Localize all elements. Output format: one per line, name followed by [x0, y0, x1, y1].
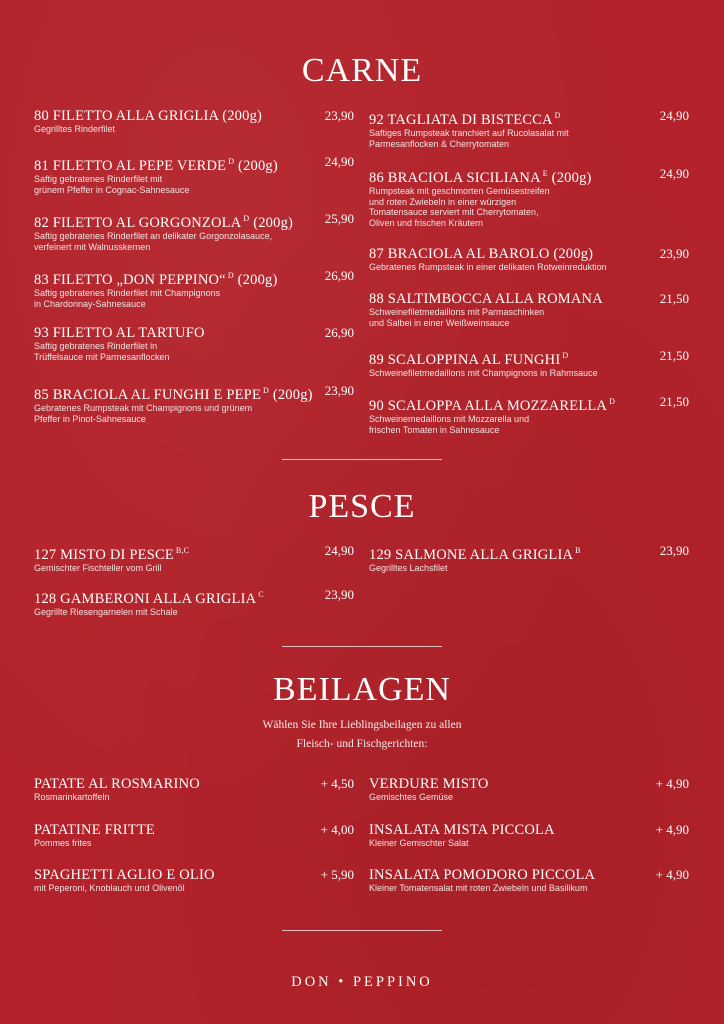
menu-item-price: 24,90 [659, 108, 689, 123]
menu-item-price: 23,90 [659, 246, 689, 261]
menu-item-description [369, 792, 624, 803]
menu-item-price: + 4,50 [320, 776, 354, 791]
dish-name: 129 SALMONE ALLA GRIGLIA [369, 547, 574, 563]
allergen-code: D [562, 351, 569, 360]
menu-item [369, 822, 689, 849]
dish-name: 88 SALTIMBOCCA ALLA ROMANA [369, 291, 603, 307]
menu-item-price: 24,90 [324, 154, 354, 169]
dish-name: PATATINE FRITTE [34, 822, 155, 838]
menu-item-name [369, 348, 689, 368]
menu-item [369, 867, 689, 894]
menu-item-name [369, 246, 689, 262]
menu-item-name [369, 867, 689, 883]
portion-size: (200g) [547, 170, 592, 186]
description-line: Gegrillte Riesengarnelen mit Schale [34, 607, 178, 617]
menu-item-description [34, 341, 289, 362]
description-line: Parmesanflocken & Cherrytomaten [369, 138, 510, 149]
description-line: Pommes frites [34, 838, 92, 848]
menu-item [369, 348, 689, 379]
menu-item [34, 867, 354, 894]
description-line: Pfeffer in Pinot-Sahnesauce [34, 413, 146, 424]
description-line: Schweinefiletmedaillons mit Champignons in Rahmsauce [369, 368, 598, 378]
allergen-code: D [554, 111, 561, 120]
menu-item-price: + 4,00 [320, 822, 354, 837]
description-line: Rosmarinkartoffeln [34, 792, 110, 802]
menu-item-description [34, 403, 289, 424]
allergen-code: D [227, 271, 234, 280]
brand-logo: DON • PEPPINO [291, 974, 433, 990]
allergen-code: B [575, 546, 581, 555]
menu-item [34, 383, 354, 424]
dish-name: 86 BRACIOLA SICILIANA [369, 170, 541, 186]
menu-item-description [34, 124, 289, 135]
dish-name: PATATE AL ROSMARINO [34, 776, 200, 792]
description-line: Gegrilltes Rinderfilet [34, 124, 116, 134]
dish-name: INSALATA POMODORO PICCOLA [369, 867, 596, 883]
beilagen-intro-line-2: Fleisch- und Fischgerichten: [296, 738, 428, 750]
menu-item-description [34, 607, 289, 618]
description-line: frischen Tomaten in Sahnesauce [369, 424, 500, 435]
dish-name: 87 BRACIOLA AL BAROLO (200g) [369, 246, 594, 262]
allergen-code: D [243, 214, 250, 223]
menu-item-name [369, 291, 689, 307]
section-title-carne: CARNE [301, 52, 423, 89]
menu-item-description [34, 174, 289, 195]
menu-item-description [369, 186, 624, 228]
dish-name: 128 GAMBERONI ALLA GRIGLIA [34, 591, 257, 607]
menu-item-price: + 4,90 [655, 822, 689, 837]
description-line: Saftig gebratenes Rinderfilet mit [34, 174, 163, 184]
description-line: Gebratenes Rumpsteak mit Champignons und grünem [34, 403, 253, 413]
menu-item [34, 543, 354, 574]
dish-name: SPAGHETTI AGLIO E OLIO [34, 867, 215, 883]
menu-item-price: 26,90 [324, 325, 354, 340]
dish-name: 92 TAGLIATA DI BISTECCA [369, 112, 553, 128]
menu-item-name [34, 268, 354, 288]
divider [282, 930, 442, 931]
description-line: mit Peperoni, Knoblauch und Olivenöl [34, 883, 185, 893]
menu-item-price: 23,90 [659, 543, 689, 558]
menu-item-description [369, 414, 624, 435]
menu-item-name [34, 383, 354, 403]
menu-item [34, 587, 354, 618]
description-line: in Chardonnay-Sahnesauce [34, 298, 146, 309]
menu-item-name [369, 394, 689, 414]
description-line: Gemischtes Gemüse [369, 792, 454, 802]
dish-name: 83 FILETTO „DON PEPPINO“ [34, 272, 226, 288]
menu-item-description [34, 231, 289, 252]
dish-name: 127 MISTO DI PESCE [34, 547, 174, 563]
menu-item-price: 24,90 [324, 543, 354, 558]
allergen-code: D [228, 157, 235, 166]
description-line: Saftig gebratenes Rinderfilet in [34, 341, 158, 351]
menu-item-description [369, 307, 624, 328]
menu-item-price: 21,50 [659, 394, 689, 409]
menu-item-name [369, 822, 689, 838]
allergen-code: D [263, 386, 269, 395]
description-line: Oliven und frischen Kräutern [369, 217, 484, 228]
portion-size: (200g) [233, 272, 278, 288]
menu-item-name [369, 166, 689, 186]
menu-item-name [34, 776, 354, 792]
menu-item-name [34, 587, 354, 607]
description-line: Schweinefiletmedaillons mit Parmaschinken [369, 307, 545, 317]
dish-name: 93 FILETTO AL TARTUFO [34, 325, 205, 341]
menu-item-price: + 4,90 [655, 776, 689, 791]
section-title-beilagen: BEILAGEN [273, 671, 451, 708]
dish-name: INSALATA MISTA PICCOLA [369, 822, 555, 838]
menu-item [34, 268, 354, 309]
dish-name: 81 FILETTO AL PEPE VERDE [34, 158, 227, 174]
dish-name: VERDURE MISTO [369, 776, 489, 792]
dish-name: 85 BRACIOLA AL FUNGHI E PEPE [34, 387, 262, 403]
menu-item [34, 822, 354, 849]
description-line: Kleiner Gemischter Salat [369, 838, 469, 848]
menu-item-description [369, 262, 624, 273]
description-line: Schweinemedaillons mit Mozzarella und [369, 414, 530, 424]
menu-item [34, 154, 354, 195]
menu-item-name [34, 108, 354, 124]
menu-item [34, 325, 354, 362]
menu-item-price: 26,90 [324, 268, 354, 283]
allergen-code: E [542, 169, 548, 178]
menu-item-price: 21,50 [659, 348, 689, 363]
menu-item-price: 23,90 [324, 587, 354, 602]
menu-item-description [34, 792, 289, 803]
description-line: Tomatensauce serviert mit Cherrytomaten, [369, 207, 539, 217]
menu-item-price: 24,90 [659, 166, 689, 181]
dish-name: 82 FILETTO AL GORGONZOLA [34, 215, 242, 231]
menu-item-name [34, 543, 354, 563]
description-line: und roten Zwiebeln in einer würzigen [369, 196, 517, 207]
description-line: grünem Pfeffer in Cognac-Sahnesauce [34, 184, 190, 195]
menu-item-description [34, 563, 289, 574]
menu-item-price: + 5,90 [320, 867, 354, 882]
description-line: Gemischter Fischteller vom Grill [34, 563, 162, 573]
menu-item-name [369, 776, 689, 792]
menu-item-price: 23,90 [324, 383, 354, 398]
description-line: Gegrilltes Lachsfilet [369, 563, 448, 573]
menu-item-description [34, 883, 289, 894]
menu-item [369, 246, 689, 273]
menu-item-description [369, 368, 624, 379]
section-title-pesce: PESCE [308, 488, 416, 525]
menu-item [369, 394, 689, 435]
menu-item-description [34, 288, 289, 309]
menu-item [369, 166, 689, 228]
description-line: Saftig gebratenes Rinderfilet an delikater Gorgonzolasauce, [34, 231, 273, 241]
menu-item-name [369, 543, 689, 563]
menu-item-price: 23,90 [324, 108, 354, 123]
description-line: Saftig gebratenes Rinderfilet mit Champignons [34, 288, 221, 298]
menu-item-name [34, 211, 354, 231]
dish-name: 90 SCALOPPA ALLA MOZZARELLA [369, 398, 608, 414]
menu-item-description [369, 838, 624, 849]
menu-item-description [369, 128, 624, 149]
beilagen-intro-line-1: Wählen Sie Ihre Lieblingsbeilagen zu allen [262, 719, 462, 731]
allergen-code: C [258, 590, 264, 599]
menu-item-price: + 4,90 [655, 867, 689, 882]
menu-item [369, 291, 689, 328]
allergen-code: D [609, 397, 616, 406]
description-line: verfeinert mit Walnusskernen [34, 241, 151, 252]
menu-item [369, 776, 689, 803]
menu-item-name [34, 154, 354, 174]
portion-size: (200g) [249, 215, 294, 231]
description-line: Saftiges Rumpsteak tranchiert auf Rucolasalat mit [369, 128, 569, 138]
description-line: Kleiner Tomatensalat mit roten Zwiebeln und Basilikum [369, 883, 588, 893]
description-line: Rumpsteak mit geschmorten Gemüsestreifen [369, 186, 550, 196]
menu-item-description [369, 883, 624, 894]
menu-item [34, 776, 354, 803]
menu-item-name [34, 867, 354, 883]
menu-item-price: 25,90 [324, 211, 354, 226]
menu-item [369, 543, 689, 574]
menu-item-name [34, 822, 354, 838]
dish-name: 80 FILETTO ALLA GRIGLIA (200g) [34, 108, 263, 124]
description-line: Trüffelsauce mit Parmesanflocken [34, 351, 170, 362]
menu-item [369, 108, 689, 149]
divider [282, 646, 442, 647]
menu-item [34, 108, 354, 135]
menu-item-price: 21,50 [659, 291, 689, 306]
allergen-code: B,C [175, 546, 190, 555]
portion-size: (200g) [234, 158, 278, 174]
menu-item-name [369, 108, 689, 128]
menu-item-description [369, 563, 624, 574]
portion-size: (200g) [269, 387, 313, 403]
description-line: Gebratenes Rumpsteak in einer delikaten Rotweinreduktion [369, 262, 607, 272]
dish-name: 89 SCALOPPINA AL FUNGHI [369, 352, 561, 368]
menu-item [34, 211, 354, 252]
divider [282, 459, 442, 460]
menu-item-description [34, 838, 289, 849]
description-line: und Salbei in einer Weißweinsauce [369, 317, 510, 328]
menu-item-name [34, 325, 354, 341]
